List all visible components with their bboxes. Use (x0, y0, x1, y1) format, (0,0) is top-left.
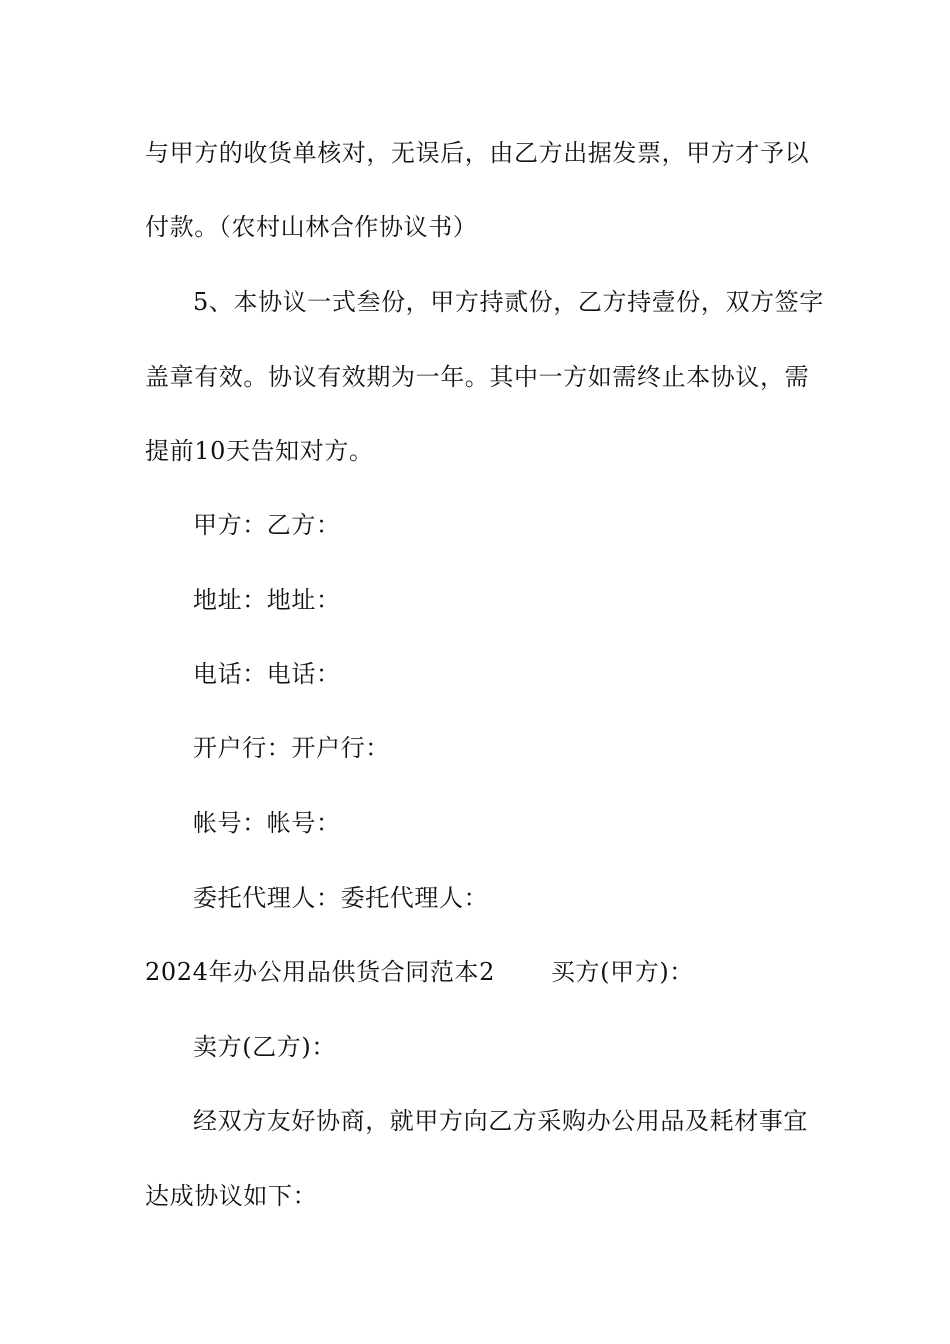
agreement-intro-line-2: 达成协议如下： (145, 1182, 318, 1210)
contract-title: 2024年办公用品供货合同范本2 (145, 958, 495, 986)
agent-label: 委托代理人：委托代理人： (193, 884, 489, 912)
contract-heading-row (145, 957, 815, 987)
clause-5-line-3: 提前10天告知对方。 (145, 437, 374, 465)
bank-label: 开户行：开户行： (193, 734, 390, 762)
clause-5-line-1: 5、本协议一式叁份，甲方持贰份，乙方持壹份，双方签字 (193, 288, 824, 316)
address-label: 地址：地址： (193, 586, 341, 614)
agreement-intro-line-1: 经双方友好协商，就甲方向乙方采购办公用品及耗材事宜 (193, 1107, 808, 1135)
clause-5-line-2: 盖章有效。协议有效期为一年。其中一方如需终止本协议，需 (145, 363, 810, 391)
payment-paragraph-line-1: 与甲方的收货单核对，无误后，由乙方出据发票，甲方才予以 (145, 139, 810, 167)
account-label: 帐号：帐号： (193, 809, 341, 837)
phone-label: 电话：电话： (193, 660, 341, 688)
payment-paragraph-line-2: 付款。（农村山林合作协议书） (145, 213, 478, 241)
seller-label: 卖方(乙方)： (193, 1033, 336, 1061)
buyer-label: 买方(甲方)： (550, 958, 694, 986)
party-a-b-label: 甲方：乙方： (193, 511, 341, 539)
